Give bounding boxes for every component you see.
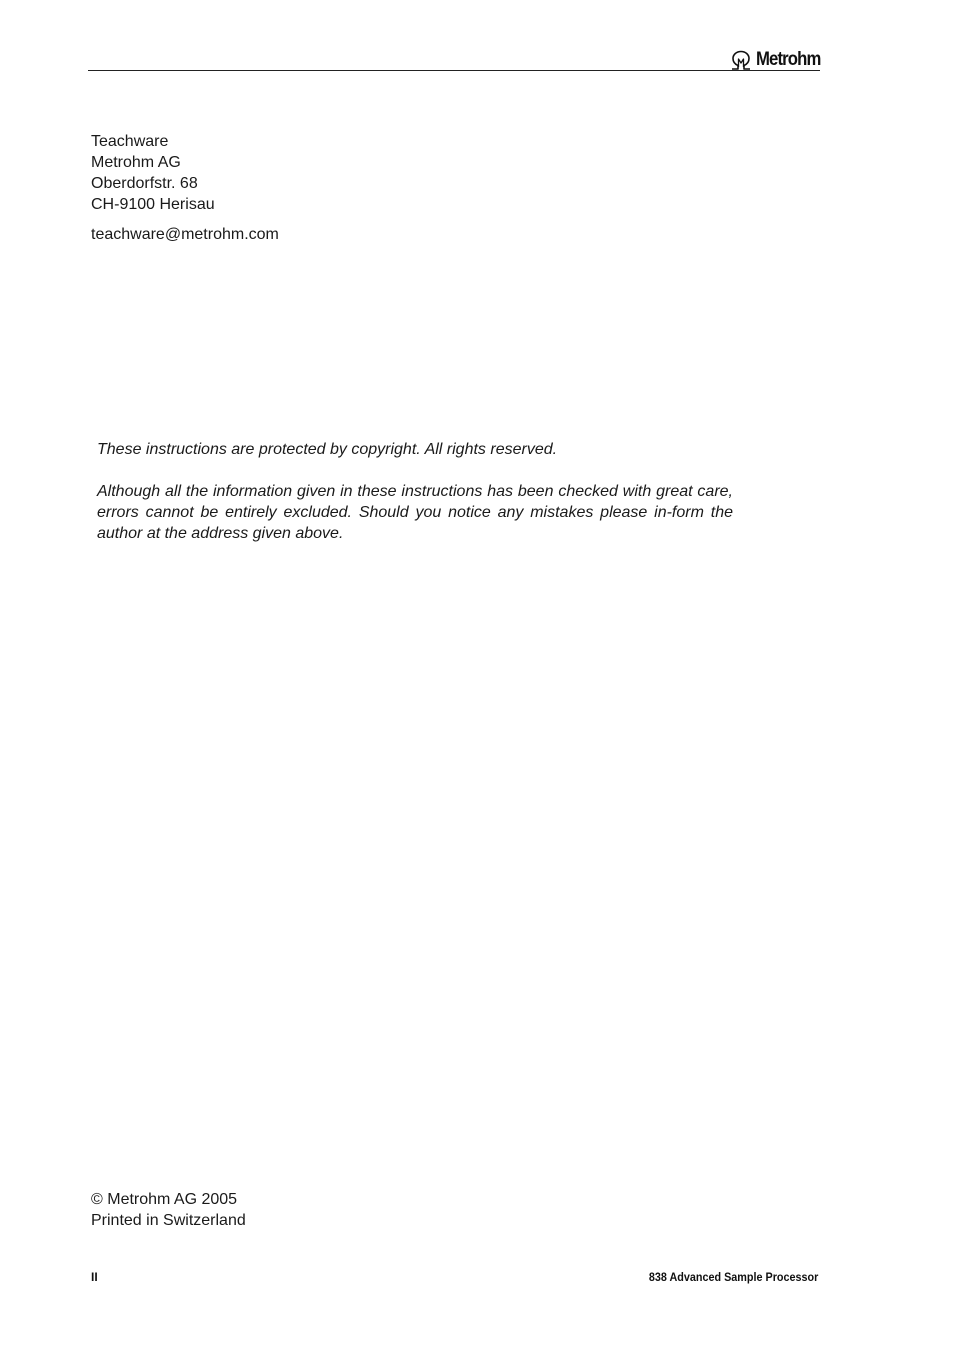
omega-logo-icon [729, 49, 753, 71]
brand-wordmark: Metrohm [755, 49, 821, 70]
copyright-statement: These instructions are protected by copyright. All rights reserved. [97, 441, 558, 458]
printed-in-line: Printed in Switzerland [91, 1212, 246, 1229]
document-title: 838 Advanced Sample Processor [648, 1270, 818, 1284]
imprint-block [91, 1189, 246, 1231]
address-line-city: CH-9100 Herisau [91, 196, 215, 213]
email-address: teachware@metrohm.com [91, 226, 279, 243]
address-line-company-dept: Teachware [91, 133, 169, 150]
address-line-street: Oberdorfstr. 68 [91, 175, 198, 192]
disclaimer-text: Although all the information given in these instructions has been checked with great care, errors cannot be entirely excluded. Should you notice any mistakes please in-form the author at the address given above. [97, 483, 733, 542]
address-line-company: Metrohm AG [91, 154, 181, 171]
metrohm-logo [729, 48, 820, 72]
copyright-line: © Metrohm AG 2005 [91, 1191, 238, 1208]
address-block [91, 131, 215, 215]
page-number: II [91, 1270, 98, 1284]
header-rule [88, 70, 820, 71]
legal-notice [97, 439, 733, 544]
